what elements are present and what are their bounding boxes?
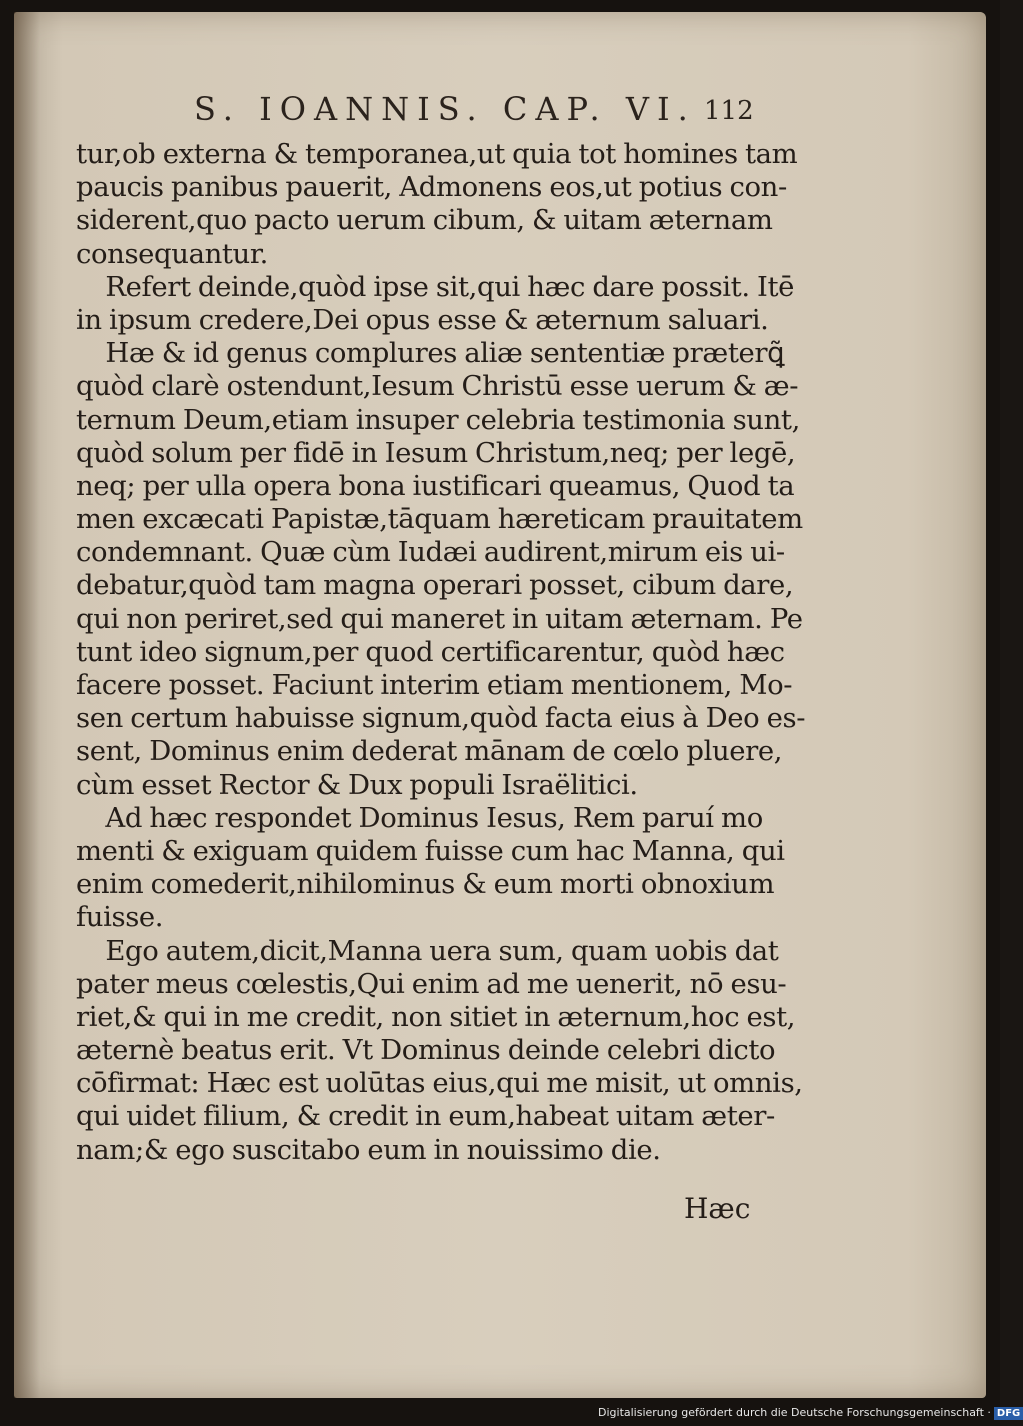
text-line: quòd solum per fidē in Iesum Christum,neq; per legē, — [76, 436, 796, 469]
text-line: pater meus cœlestis,Qui enim ad me uenerit, nō esu- — [76, 967, 787, 1000]
text-line: consequantur. — [76, 237, 268, 270]
text-line: facere posset. Faciunt interim etiam mentionem, Mo- — [76, 669, 793, 701]
text-line: condemnant. Quæ cùm Iudæi audirent,mirum eis ui- — [76, 536, 785, 569]
digitization-credit — [598, 1406, 1021, 1424]
text-line: quòd clarè ostendunt,Iesum Christū esse uerum & æ- — [76, 370, 799, 403]
text-line: tur,ob externa & temporanea,ut quia tot homines tam — [76, 138, 798, 170]
text-line: Refert deinde,quòd ipse sit,qui hæc dare possit. Itē — [76, 270, 795, 303]
text-line: sent, Dominus enim dederat mānam de cœlo pluere, — [76, 735, 783, 768]
page-gutter-shadow — [14, 12, 40, 1398]
text-line: qui uidet filium, & credit in eum,habeat uitam æter- — [76, 1100, 775, 1133]
text-line: ternum Deum,etiam insuper celebria testimonia sunt, — [76, 403, 800, 436]
catchword: Hæc — [684, 1192, 751, 1225]
text-line: in ipsum credere,Dei opus esse & æternum saluari. — [76, 303, 769, 336]
running-header: S. IOANNIS. CAP. VI. — [194, 90, 696, 128]
text-line: sen certum habuisse signum,quòd facta eius à Deo es- — [76, 702, 806, 735]
text-line: Ego autem,dicit,Manna uera sum, quam uobis dat — [76, 934, 779, 967]
text-line: cùm esset Rector & Dux populi Israëlitici. — [76, 768, 638, 801]
body-text — [76, 138, 806, 1167]
text-line: nam;& ego suscitabo eum in nouissimo die. — [76, 1133, 661, 1166]
text-line: riet,& qui in me credit, non sitiet in æternum,hoc est, — [76, 1000, 796, 1033]
text-line: tunt ideo signum,per quod certificarentur, quòd hæc — [76, 635, 785, 668]
text-line: æternè beatus erit. Vt Dominus deinde celebri dicto — [76, 1034, 776, 1067]
text-line: Hæ & id genus complures aliæ sententiæ præterꝗ̃ — [76, 337, 785, 370]
text-line: cōfirmat: Hæc est uolūtas eius,qui me misit, ut omnis, — [76, 1067, 803, 1100]
text-line: Ad hæc respondet Dominus Iesus, Rem paruí mo — [76, 801, 763, 834]
text-line: men excæcati Papistæ,tāquam hæreticam prauitatem — [76, 503, 803, 536]
text-line: siderent,quo pacto uerum cibum, & uitam æternam — [76, 204, 773, 237]
credit-text: Digitalisierung gefördert durch die Deutsche Forschungsgemeinschaft · — [598, 1406, 991, 1419]
text-line: debatur,quòd tam magna operari posset, cibum dare, — [76, 569, 794, 602]
text-line: fuisse. — [76, 901, 164, 934]
dfg-logo: DFG — [994, 1407, 1023, 1420]
text-line: qui non periret,sed qui maneret in uitam æternam. Pe — [76, 602, 803, 635]
book-page — [14, 12, 986, 1398]
text-line: neq; per ulla opera bona iustificari queamus, Quod ta — [76, 469, 795, 502]
text-line: paucis panibus pauerit, Admonens eos,ut potius con- — [76, 171, 787, 204]
page-number: 112 — [704, 96, 754, 126]
text-line: enim comederit,nihilominus & eum morti obnoxium — [76, 868, 775, 901]
text-line: menti & exiguam quidem fuisse cum hac Manna, qui — [76, 834, 785, 867]
